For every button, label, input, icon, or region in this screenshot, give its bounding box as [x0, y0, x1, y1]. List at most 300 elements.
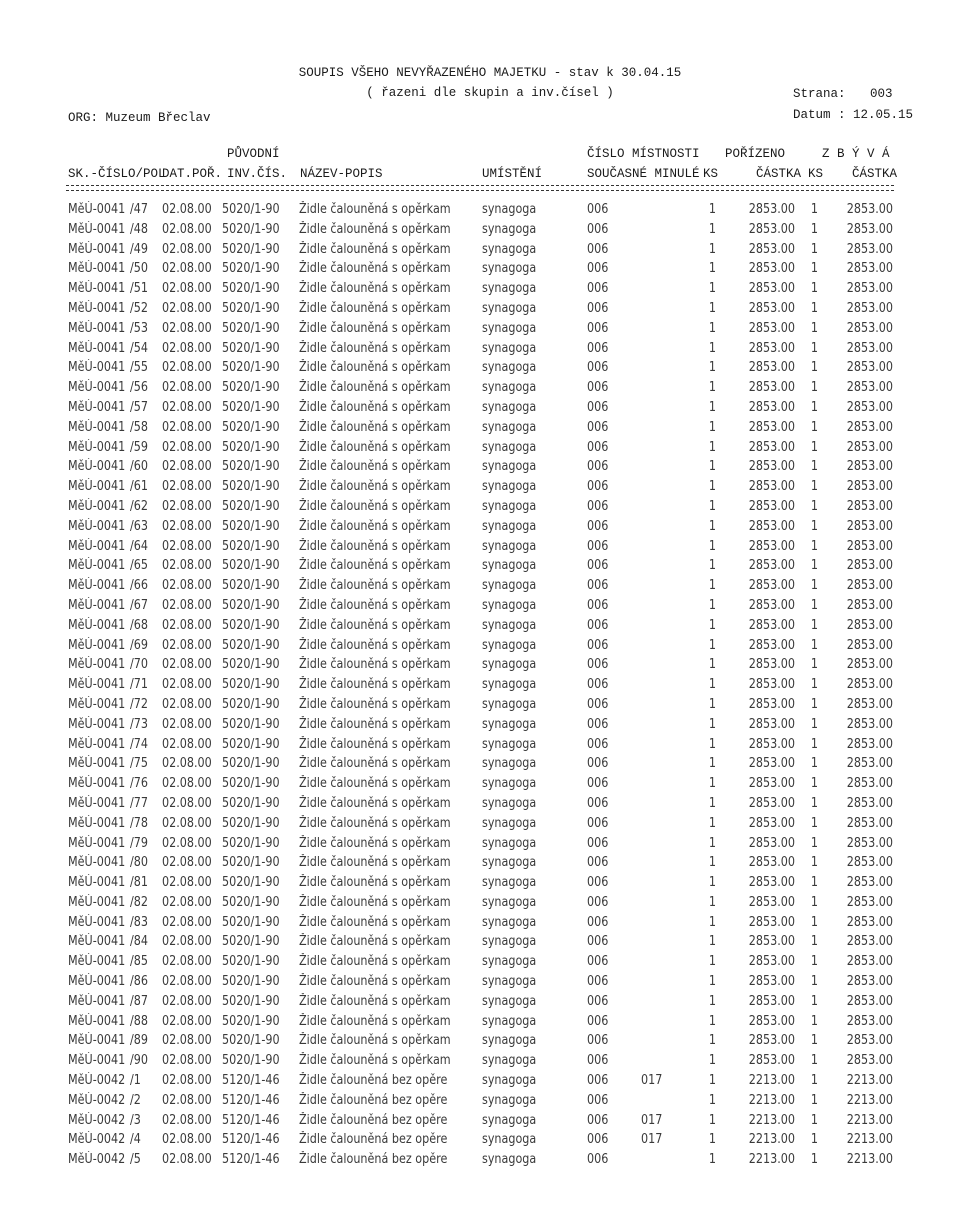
asset-item-number: /71 — [129, 677, 148, 693]
remaining-amount: 2853.00 — [846, 360, 894, 376]
acquired-quantity: 1 — [708, 815, 717, 831]
inventory-number: 5020/1-90 — [221, 815, 280, 831]
asset-item-number: /4 — [129, 1132, 141, 1148]
item-description: Židle čalouněná bez opěre — [298, 1152, 448, 1168]
inventory-number: 5020/1-90 — [221, 736, 280, 752]
asset-item-number: /84 — [129, 934, 148, 950]
acquired-quantity: 1 — [708, 1013, 717, 1029]
table-row — [0, 519, 960, 539]
acquired-quantity: 1 — [708, 934, 717, 950]
inventory-number: 5120/1-46 — [221, 1152, 280, 1168]
col-header-castka: ČÁSTKA — [756, 167, 802, 181]
acquisition-date: 02.08.00 — [161, 221, 212, 237]
report-title: SOUPIS VŠEHO NEVYŘAZENÉHO MAJETKU - stav k 30.04.15 — [298, 66, 682, 80]
inventory-number: 5020/1-90 — [221, 855, 280, 871]
acquired-amount: 2853.00 — [748, 439, 796, 455]
acquisition-date: 02.08.00 — [161, 1033, 212, 1049]
inventory-number: 5020/1-90 — [221, 281, 280, 297]
room-current: 006 — [586, 756, 609, 772]
inventory-number: 5020/1-90 — [221, 340, 280, 356]
asset-item-number: /5 — [129, 1152, 141, 1168]
item-description: Židle čalouněná s opěrkam — [298, 617, 451, 633]
col-header-inv-cis: INV.ČÍS. — [227, 167, 288, 181]
asset-item-number: /69 — [129, 637, 148, 653]
remaining-amount: 2853.00 — [846, 974, 894, 990]
inventory-number: 5020/1-90 — [221, 221, 280, 237]
remaining-amount: 2853.00 — [846, 894, 894, 910]
report-date: Datum : 12.05.15 — [793, 108, 914, 122]
acquired-quantity: 1 — [708, 281, 717, 297]
report-subtitle: ( řazeni dle skupin a inv.čísel ) — [366, 86, 614, 100]
item-location: synagoga — [481, 479, 537, 495]
acquisition-date: 02.08.00 — [161, 281, 212, 297]
remaining-amount: 2853.00 — [846, 479, 894, 495]
asset-item-number: /57 — [129, 399, 148, 415]
acquisition-date: 02.08.00 — [161, 617, 212, 633]
asset-group-number: MěÚ-0041 — [67, 578, 126, 594]
asset-item-number: /77 — [129, 795, 148, 811]
acquired-quantity: 1 — [708, 776, 717, 792]
item-description: Židle čalouněná s opěrkam — [298, 716, 451, 732]
col-header-dat-por: DAT.POŘ. — [162, 167, 223, 181]
acquired-quantity: 1 — [708, 1073, 717, 1089]
acquired-amount: 2853.00 — [748, 716, 796, 732]
item-location: synagoga — [481, 776, 537, 792]
acquired-quantity: 1 — [708, 538, 717, 554]
acquisition-date: 02.08.00 — [161, 736, 212, 752]
item-location: synagoga — [481, 993, 537, 1009]
asset-group-number: MěÚ-0041 — [67, 736, 126, 752]
inventory-number: 5120/1-46 — [221, 1112, 280, 1128]
remaining-amount: 2853.00 — [846, 855, 894, 871]
room-current: 006 — [586, 637, 609, 653]
acquired-quantity: 1 — [708, 954, 717, 970]
table-row — [0, 1132, 960, 1152]
item-description: Židle čalouněná s opěrkam — [298, 597, 451, 613]
asset-group-number: MěÚ-0041 — [67, 518, 126, 534]
acquired-amount: 2853.00 — [748, 202, 796, 217]
asset-item-number: /65 — [129, 558, 148, 574]
item-description: Židle čalouněná bez opěre — [298, 1073, 448, 1089]
item-description: Židle čalouněná s opěrkam — [298, 696, 451, 712]
asset-item-number: /83 — [129, 914, 148, 930]
table-row — [0, 1152, 960, 1172]
item-description: Židle čalouněná s opěrkam — [298, 281, 451, 297]
remaining-quantity: 1 — [810, 875, 819, 891]
room-current: 006 — [586, 360, 609, 376]
table-row — [0, 895, 960, 915]
table-row — [0, 420, 960, 440]
remaining-quantity: 1 — [810, 1092, 819, 1108]
table-row — [0, 380, 960, 400]
item-description: Židle čalouněná s opěrkam — [298, 974, 451, 990]
room-current: 006 — [586, 597, 609, 613]
col-header-sk-cislo-pol: SK.-ČÍSLO/POL — [68, 167, 166, 181]
table-row — [0, 539, 960, 559]
inventory-number: 5020/1-90 — [221, 578, 280, 594]
room-current: 006 — [586, 1053, 609, 1069]
inventory-number: 5020/1-90 — [221, 776, 280, 792]
remaining-amount: 2853.00 — [846, 538, 894, 554]
item-description: Židle čalouněná s opěrkam — [298, 835, 451, 851]
remaining-amount: 2853.00 — [846, 597, 894, 613]
acquired-quantity: 1 — [708, 1112, 717, 1128]
table-row — [0, 934, 960, 954]
item-location: synagoga — [481, 558, 537, 574]
inventory-number: 5020/1-90 — [221, 300, 280, 316]
acquired-quantity: 1 — [708, 974, 717, 990]
item-description: Židle čalouněná s opěrkam — [298, 479, 451, 495]
table-row — [0, 479, 960, 499]
acquired-quantity: 1 — [708, 300, 717, 316]
col-header-umisteni: UMÍSTĚNÍ — [482, 167, 543, 181]
room-current: 006 — [586, 875, 609, 891]
table-row — [0, 618, 960, 638]
acquisition-date: 02.08.00 — [161, 756, 212, 772]
room-current: 006 — [586, 241, 609, 257]
col-header-porizeno: POŘÍZENO — [725, 147, 786, 161]
item-location: synagoga — [481, 538, 537, 554]
remaining-quantity: 1 — [810, 360, 819, 376]
item-location: synagoga — [481, 1033, 537, 1049]
remaining-amount: 2853.00 — [846, 993, 894, 1009]
remaining-quantity: 1 — [810, 657, 819, 673]
item-location: synagoga — [481, 1152, 537, 1168]
item-description: Židle čalouněná s opěrkam — [298, 657, 451, 673]
remaining-quantity: 1 — [810, 221, 819, 237]
item-description: Židle čalouněná s opěrkam — [298, 518, 451, 534]
table-row — [0, 499, 960, 519]
acquired-quantity: 1 — [708, 914, 717, 930]
remaining-quantity: 1 — [810, 1152, 819, 1168]
item-description: Židle čalouněná s opěrkam — [298, 677, 451, 693]
col-header-zbyva: Z B Ý V Á — [822, 147, 890, 161]
remaining-quantity: 1 — [810, 479, 819, 495]
remaining-amount: 2213.00 — [846, 1073, 894, 1089]
acquired-quantity: 1 — [708, 479, 717, 495]
inventory-number: 5020/1-90 — [221, 954, 280, 970]
table-row — [0, 440, 960, 460]
room-current: 006 — [586, 459, 609, 475]
item-location: synagoga — [481, 360, 537, 376]
item-location: synagoga — [481, 518, 537, 534]
acquired-quantity: 1 — [708, 894, 717, 910]
asset-item-number: /58 — [129, 419, 148, 435]
acquired-quantity: 1 — [708, 1152, 717, 1168]
inventory-number: 5020/1-90 — [221, 716, 280, 732]
remaining-quantity: 1 — [810, 954, 819, 970]
item-location: synagoga — [481, 617, 537, 633]
table-row — [0, 657, 960, 677]
acquisition-date: 02.08.00 — [161, 716, 212, 732]
asset-group-number: MěÚ-0041 — [67, 776, 126, 792]
remaining-amount: 2213.00 — [846, 1152, 894, 1168]
acquisition-date: 02.08.00 — [161, 518, 212, 534]
table-row — [0, 816, 960, 836]
acquired-amount: 2213.00 — [748, 1112, 796, 1128]
asset-item-number: /75 — [129, 756, 148, 772]
room-current: 006 — [586, 974, 609, 990]
acquired-quantity: 1 — [708, 360, 717, 376]
table-row — [0, 281, 960, 301]
page-number-label: Strana: — [793, 87, 846, 101]
asset-group-number: MěÚ-0041 — [67, 934, 126, 950]
inventory-number: 5020/1-90 — [221, 934, 280, 950]
inventory-number: 5020/1-90 — [221, 974, 280, 990]
item-location: synagoga — [481, 459, 537, 475]
acquired-amount: 2213.00 — [748, 1132, 796, 1148]
asset-group-number: MěÚ-0041 — [67, 479, 126, 495]
item-description: Židle čalouněná s opěrkam — [298, 399, 451, 415]
acquisition-date: 02.08.00 — [161, 657, 212, 673]
asset-group-number: MěÚ-0041 — [67, 538, 126, 554]
asset-item-number: /85 — [129, 954, 148, 970]
remaining-quantity: 1 — [810, 419, 819, 435]
acquired-quantity: 1 — [708, 677, 717, 693]
remaining-quantity: 1 — [810, 776, 819, 792]
acquired-amount: 2213.00 — [748, 1073, 796, 1089]
table-row — [0, 1033, 960, 1053]
remaining-quantity: 1 — [810, 498, 819, 514]
asset-item-number: /2 — [129, 1092, 141, 1108]
remaining-quantity: 1 — [810, 340, 819, 356]
asset-group-number: MěÚ-0041 — [67, 914, 126, 930]
item-location: synagoga — [481, 914, 537, 930]
acquired-amount: 2853.00 — [748, 399, 796, 415]
asset-item-number: /88 — [129, 1013, 148, 1029]
item-location: synagoga — [481, 597, 537, 613]
item-location: synagoga — [481, 300, 537, 316]
acquisition-date: 02.08.00 — [161, 479, 212, 495]
table-row — [0, 1014, 960, 1034]
table-row — [0, 1113, 960, 1133]
item-location: synagoga — [481, 637, 537, 653]
acquisition-date: 02.08.00 — [161, 934, 212, 950]
inventory-number: 5020/1-90 — [221, 459, 280, 475]
inventory-number: 5020/1-90 — [221, 597, 280, 613]
acquisition-date: 02.08.00 — [161, 360, 212, 376]
room-current: 006 — [586, 1073, 609, 1089]
asset-item-number: /87 — [129, 993, 148, 1009]
asset-group-number: MěÚ-0041 — [67, 993, 126, 1009]
acquisition-date: 02.08.00 — [161, 894, 212, 910]
inventory-number: 5020/1-90 — [221, 657, 280, 673]
acquisition-date: 02.08.00 — [161, 974, 212, 990]
room-current: 006 — [586, 261, 609, 277]
inventory-number: 5020/1-90 — [221, 261, 280, 277]
acquisition-date: 02.08.00 — [161, 795, 212, 811]
item-location: synagoga — [481, 578, 537, 594]
item-location: synagoga — [481, 1112, 537, 1128]
remaining-amount: 2853.00 — [846, 677, 894, 693]
acquired-amount: 2853.00 — [748, 974, 796, 990]
table-row — [0, 301, 960, 321]
room-current: 006 — [586, 696, 609, 712]
asset-group-number: MěÚ-0041 — [67, 617, 126, 633]
room-current: 006 — [586, 281, 609, 297]
item-location: synagoga — [481, 934, 537, 950]
acquisition-date: 02.08.00 — [161, 1092, 212, 1108]
item-description: Židle čalouněná s opěrkam — [298, 202, 451, 217]
asset-item-number: /66 — [129, 578, 148, 594]
item-description: Židle čalouněná s opěrkam — [298, 875, 451, 891]
acquired-quantity: 1 — [708, 1132, 717, 1148]
acquisition-date: 02.08.00 — [161, 835, 212, 851]
item-description: Židle čalouněná bez opěre — [298, 1132, 448, 1148]
acquired-quantity: 1 — [708, 1053, 717, 1069]
item-location: synagoga — [481, 320, 537, 336]
acquired-quantity: 1 — [708, 518, 717, 534]
remaining-amount: 2853.00 — [846, 578, 894, 594]
acquired-amount: 2853.00 — [748, 637, 796, 653]
remaining-amount: 2853.00 — [846, 875, 894, 891]
asset-item-number: /73 — [129, 716, 148, 732]
acquisition-date: 02.08.00 — [161, 1152, 212, 1168]
asset-group-number: MěÚ-0041 — [67, 657, 126, 673]
remaining-quantity: 1 — [810, 1013, 819, 1029]
acquired-amount: 2853.00 — [748, 261, 796, 277]
inventory-number: 5120/1-46 — [221, 1092, 280, 1108]
room-current: 006 — [586, 221, 609, 237]
asset-group-number: MěÚ-0041 — [67, 281, 126, 297]
remaining-amount: 2853.00 — [846, 617, 894, 633]
inventory-number: 5020/1-90 — [221, 419, 280, 435]
remaining-amount: 2853.00 — [846, 241, 894, 257]
item-description: Židle čalouněná s opěrkam — [298, 558, 451, 574]
acquired-quantity: 1 — [708, 756, 717, 772]
room-current: 006 — [586, 558, 609, 574]
asset-group-number: MěÚ-0041 — [67, 1033, 126, 1049]
acquired-amount: 2853.00 — [748, 419, 796, 435]
acquisition-date: 02.08.00 — [161, 776, 212, 792]
acquisition-date: 02.08.00 — [161, 380, 212, 396]
item-location: synagoga — [481, 498, 537, 514]
acquired-quantity: 1 — [708, 380, 717, 396]
remaining-amount: 2853.00 — [846, 202, 894, 217]
acquired-amount: 2853.00 — [748, 815, 796, 831]
remaining-amount: 2853.00 — [846, 399, 894, 415]
remaining-quantity: 1 — [810, 558, 819, 574]
room-previous: 017 — [640, 1132, 663, 1148]
acquisition-date: 02.08.00 — [161, 399, 212, 415]
remaining-quantity: 1 — [810, 677, 819, 693]
inventory-number: 5020/1-90 — [221, 795, 280, 811]
table-row — [0, 341, 960, 361]
acquired-amount: 2853.00 — [748, 300, 796, 316]
asset-item-number: /63 — [129, 518, 148, 534]
item-description: Židle čalouněná bez opěre — [298, 1112, 448, 1128]
room-current: 006 — [586, 657, 609, 673]
acquisition-date: 02.08.00 — [161, 677, 212, 693]
remaining-amount: 2853.00 — [846, 795, 894, 811]
inventory-number: 5020/1-90 — [221, 696, 280, 712]
table-row — [0, 1073, 960, 1093]
room-current: 006 — [586, 340, 609, 356]
item-location: synagoga — [481, 340, 537, 356]
table-row — [0, 875, 960, 895]
asset-group-number: MěÚ-0041 — [67, 637, 126, 653]
asset-table-body — [0, 202, 960, 1172]
asset-item-number: /60 — [129, 459, 148, 475]
room-current: 006 — [586, 677, 609, 693]
remaining-amount: 2853.00 — [846, 1013, 894, 1029]
asset-group-number: MěÚ-0042 — [67, 1112, 126, 1128]
asset-group-number: MěÚ-0042 — [67, 1132, 126, 1148]
item-location: synagoga — [481, 1013, 537, 1029]
acquired-amount: 2853.00 — [748, 993, 796, 1009]
room-current: 006 — [586, 320, 609, 336]
item-description: Židle čalouněná s opěrkam — [298, 459, 451, 475]
asset-group-number: MěÚ-0041 — [67, 716, 126, 732]
room-current: 006 — [586, 439, 609, 455]
acquired-quantity: 1 — [708, 558, 717, 574]
room-current: 006 — [586, 399, 609, 415]
asset-item-number: /50 — [129, 261, 148, 277]
item-location: synagoga — [481, 954, 537, 970]
inventory-number: 5020/1-90 — [221, 677, 280, 693]
asset-group-number: MěÚ-0041 — [67, 380, 126, 396]
remaining-quantity: 1 — [810, 578, 819, 594]
table-row — [0, 1093, 960, 1113]
acquisition-date: 02.08.00 — [161, 202, 212, 217]
remaining-amount: 2853.00 — [846, 380, 894, 396]
acquired-quantity: 1 — [708, 1092, 717, 1108]
room-current: 006 — [586, 914, 609, 930]
room-current: 006 — [586, 1013, 609, 1029]
remaining-amount: 2853.00 — [846, 261, 894, 277]
remaining-amount: 2853.00 — [846, 776, 894, 792]
remaining-amount: 2853.00 — [846, 934, 894, 950]
acquisition-date: 02.08.00 — [161, 855, 212, 871]
asset-group-number: MěÚ-0041 — [67, 974, 126, 990]
room-current: 006 — [586, 538, 609, 554]
acquired-quantity: 1 — [708, 439, 717, 455]
item-description: Židle čalouněná s opěrkam — [298, 380, 451, 396]
acquired-amount: 2853.00 — [748, 360, 796, 376]
asset-group-number: MěÚ-0041 — [67, 894, 126, 910]
asset-item-number: /82 — [129, 894, 148, 910]
remaining-quantity: 1 — [810, 795, 819, 811]
remaining-quantity: 1 — [810, 597, 819, 613]
inventory-number: 5020/1-90 — [221, 518, 280, 534]
room-current: 006 — [586, 855, 609, 871]
room-current: 006 — [586, 736, 609, 752]
table-row — [0, 836, 960, 856]
acquired-amount: 2853.00 — [748, 677, 796, 693]
asset-item-number: /49 — [129, 241, 148, 257]
asset-item-number: /72 — [129, 696, 148, 712]
asset-item-number: /3 — [129, 1112, 141, 1128]
asset-group-number: MěÚ-0041 — [67, 419, 126, 435]
acquired-quantity: 1 — [708, 696, 717, 712]
remaining-quantity: 1 — [810, 855, 819, 871]
col-header-castka-remaining: ČÁSTKA — [852, 167, 898, 181]
asset-group-number: MěÚ-0041 — [67, 202, 126, 217]
item-location: synagoga — [481, 974, 537, 990]
remaining-amount: 2213.00 — [846, 1092, 894, 1108]
room-current: 006 — [586, 300, 609, 316]
item-description: Židle čalouněná s opěrkam — [298, 300, 451, 316]
asset-group-number: MěÚ-0041 — [67, 795, 126, 811]
item-description: Židle čalouněná s opěrkam — [298, 934, 451, 950]
item-location: synagoga — [481, 657, 537, 673]
room-current: 006 — [586, 1132, 609, 1148]
inventory-number: 5020/1-90 — [221, 498, 280, 514]
acquired-amount: 2853.00 — [748, 914, 796, 930]
remaining-quantity: 1 — [810, 281, 819, 297]
room-current: 006 — [586, 1033, 609, 1049]
remaining-quantity: 1 — [810, 894, 819, 910]
